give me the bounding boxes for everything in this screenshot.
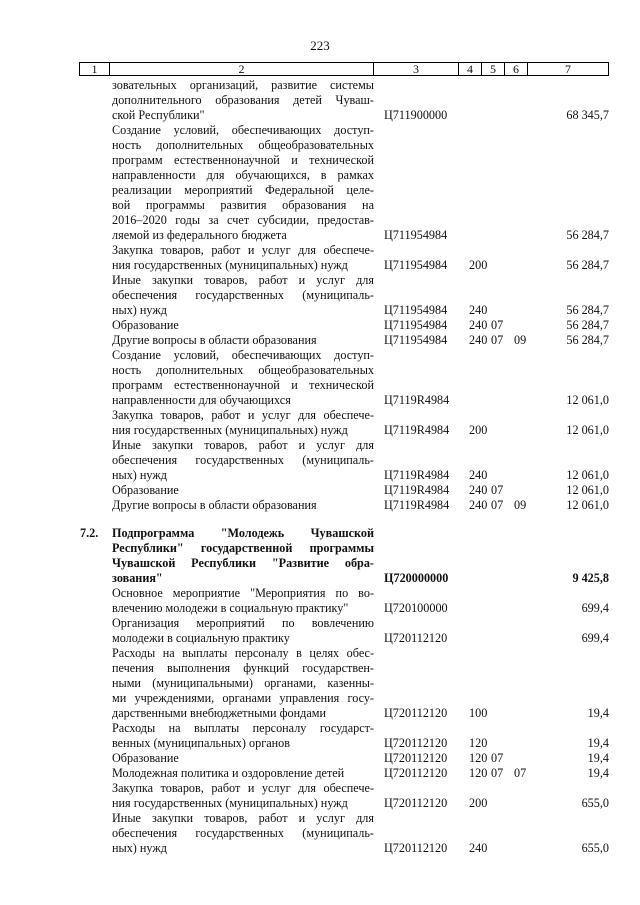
- table-row: [0, 333, 640, 348]
- row-description: [112, 243, 374, 273]
- description-line: молодежи в социальную практику: [112, 631, 290, 645]
- amount: 9 425,8: [572, 571, 609, 585]
- target-code: Ц7119R4984: [384, 423, 450, 437]
- table-row: [0, 483, 640, 498]
- description-line: Закупка товаров, работ и услуг для обеспече-: [112, 781, 374, 795]
- table-row: [0, 751, 640, 766]
- budget-table-body: [0, 78, 640, 856]
- target-code: Ц711954984: [384, 333, 448, 347]
- section-gap: [0, 513, 640, 526]
- description-line: ных) нужд: [112, 841, 167, 855]
- row-description: [112, 811, 374, 856]
- table-row: [0, 586, 640, 616]
- expense-type: 240: [469, 303, 488, 317]
- table-row: [0, 811, 640, 856]
- description-line: 2016–2020 годы за счет субсидии, предостав-: [112, 213, 374, 227]
- expense-type: 120: [469, 736, 488, 750]
- row-description: [112, 616, 374, 646]
- target-code: Ц711954984: [384, 258, 448, 272]
- row-description: [112, 526, 374, 586]
- subsection-code: 09: [514, 498, 527, 512]
- header-col-7: 7: [565, 62, 571, 76]
- description-line: печения выполнения функций государствен-: [112, 661, 374, 675]
- description-line: обеспечения государственных (муниципаль-: [112, 453, 374, 467]
- row-description: [112, 586, 374, 616]
- amount: 19,4: [587, 706, 609, 720]
- table-row: [0, 348, 640, 408]
- description-line: ных) нужд: [112, 468, 167, 482]
- description-line: дополнительного образования детей Чуваш-: [112, 93, 374, 107]
- table-row: [0, 273, 640, 318]
- description-line: ными (муниципальными) органами, казенны-: [112, 676, 374, 690]
- amount: 56 284,7: [566, 318, 609, 332]
- row-description: [112, 751, 374, 766]
- expense-type: 240: [469, 318, 488, 332]
- section-code: 07: [491, 483, 504, 497]
- description-line: Образование: [112, 483, 179, 497]
- description-line: ской Республики": [112, 108, 205, 122]
- description-line: Подпрограмма "Молодежь Чувашской: [112, 526, 374, 540]
- table-row: [0, 781, 640, 811]
- row-description: [112, 721, 374, 751]
- description-line: ния государственных (муниципальных) нужд: [112, 796, 348, 810]
- target-code: Ц711954984: [384, 318, 448, 332]
- description-line: Основное мероприятие "Мероприятия по во-: [112, 586, 374, 600]
- target-code: Ц7119R4984: [384, 468, 450, 482]
- description-line: обеспечения государственных (муниципаль-: [112, 288, 374, 302]
- table-row: [0, 526, 640, 586]
- row-description: [112, 333, 374, 348]
- description-line: ляемой из федерального бюджета: [112, 228, 287, 242]
- description-line: реализации мероприятий Федеральной целе-: [112, 183, 374, 197]
- row-description: [112, 766, 374, 781]
- target-code: Ц720112120: [384, 796, 448, 810]
- description-line: Создание условий, обеспечивающих доступ-: [112, 348, 374, 362]
- table-row: [0, 408, 640, 438]
- header-col-1: 1: [80, 63, 110, 75]
- target-code: Ц720112120: [384, 766, 448, 780]
- target-code: Ц720112120: [384, 751, 448, 765]
- table-row: [0, 498, 640, 513]
- description-line: Другие вопросы в области образования: [112, 333, 317, 347]
- target-code: Ц720000000: [384, 571, 449, 585]
- amount: 19,4: [587, 736, 609, 750]
- description-line: Организация мероприятий по вовлечению: [112, 616, 374, 630]
- target-code: Ц7119R4984: [384, 483, 450, 497]
- table-row: [0, 438, 640, 483]
- description-line: Расходы на выплаты персоналу в целях обес-: [112, 646, 374, 660]
- amount: 56 284,7: [566, 303, 609, 317]
- amount: 56 284,7: [566, 258, 609, 272]
- expense-type: 100: [469, 706, 488, 720]
- expense-type: 200: [469, 423, 488, 437]
- subsection-code: 07: [514, 766, 527, 780]
- header-col-5: 5: [482, 63, 505, 75]
- table-row: [0, 318, 640, 333]
- table-row: [0, 646, 640, 721]
- target-code: Ц720112120: [384, 631, 448, 645]
- row-description: [112, 498, 374, 513]
- amount: 655,0: [581, 796, 609, 810]
- amount: 68 345,7: [566, 108, 609, 122]
- expense-type: 120: [469, 766, 488, 780]
- target-code: Ц720112120: [384, 736, 448, 750]
- table-row: [0, 78, 640, 123]
- section-code: 07: [491, 751, 504, 765]
- header-col-4: 4: [459, 63, 482, 75]
- amount: 12 061,0: [566, 468, 609, 482]
- description-line: вой программы развития образования на: [112, 198, 374, 212]
- description-line: зования": [112, 571, 163, 585]
- row-number: 7.2.: [80, 526, 99, 540]
- row-description: [112, 348, 374, 408]
- amount: 12 061,0: [566, 483, 609, 497]
- amount: 655,0: [581, 841, 609, 855]
- row-description: [112, 438, 374, 483]
- section-code: 07: [491, 318, 504, 332]
- target-code: Ц711954984: [384, 228, 448, 242]
- expense-type: 240: [469, 498, 488, 512]
- description-line: ных) нужд: [112, 303, 167, 317]
- table-row: [0, 616, 640, 646]
- amount: 699,4: [581, 601, 609, 615]
- description-line: Образование: [112, 318, 179, 332]
- target-code: Ц720112120: [384, 706, 448, 720]
- description-line: направленности для обучающихся: [112, 393, 291, 407]
- row-description: [112, 781, 374, 811]
- amount: 19,4: [587, 766, 609, 780]
- section-code: 07: [491, 333, 504, 347]
- description-line: венных (муниципальных) органов: [112, 736, 290, 750]
- table-header-row: [79, 62, 609, 76]
- amount: 12 061,0: [566, 498, 609, 512]
- section-code: 07: [491, 498, 504, 512]
- amount: 12 061,0: [566, 423, 609, 437]
- table-row: [0, 123, 640, 243]
- description-line: Молодежная политика и оздоровление детей: [112, 766, 345, 780]
- description-line: Другие вопросы в области образования: [112, 498, 317, 512]
- description-line: Иные закупки товаров, работ и услуг для: [112, 438, 374, 452]
- description-line: Образование: [112, 751, 179, 765]
- amount: 12 061,0: [566, 393, 609, 407]
- target-code: Ц711954984: [384, 303, 448, 317]
- page-number: 223: [310, 38, 330, 53]
- section-code: 07: [491, 766, 504, 780]
- row-description: [112, 408, 374, 438]
- description-line: обеспечения государственных (муниципаль-: [112, 826, 374, 840]
- description-line: ния государственных (муниципальных) нужд: [112, 258, 348, 272]
- expense-type: 240: [469, 333, 488, 347]
- header-col-2: 2: [110, 63, 374, 75]
- description-line: программ естественнонаучной и технической: [112, 378, 374, 392]
- target-code: Ц7119R4984: [384, 393, 450, 407]
- expense-type: 240: [469, 468, 488, 482]
- description-line: дарственными внебюджетными фондами: [112, 706, 326, 720]
- amount: 19,4: [587, 751, 609, 765]
- description-line: зовательных организаций, развитие системы: [112, 78, 374, 92]
- row-description: [112, 646, 374, 721]
- row-description: [112, 78, 374, 123]
- row-description: [112, 318, 374, 333]
- target-code: Ц720100000: [384, 601, 448, 615]
- row-description: [112, 483, 374, 498]
- expense-type: 240: [469, 483, 488, 497]
- description-line: Иные закупки товаров, работ и услуг для: [112, 811, 374, 825]
- description-line: Создание условий, обеспечивающих доступ-: [112, 123, 374, 137]
- description-line: Иные закупки товаров, работ и услуг для: [112, 273, 374, 287]
- table-row: [0, 243, 640, 273]
- table-row: [0, 766, 640, 781]
- description-line: программ естественнонаучной и технической: [112, 153, 374, 167]
- header-col-3: 3: [374, 63, 459, 75]
- row-description: [112, 123, 374, 243]
- subsection-code: 09: [514, 333, 527, 347]
- expense-type: 200: [469, 258, 488, 272]
- target-code: Ц7119R4984: [384, 498, 450, 512]
- description-line: ность дополнительных общеобразовательных: [112, 363, 374, 377]
- description-line: Расходы на выплаты персоналу государст-: [112, 721, 374, 735]
- description-line: Чувашской Республики "Развитие обра-: [112, 556, 374, 570]
- row-description: [112, 273, 374, 318]
- expense-type: 240: [469, 841, 488, 855]
- expense-type: 200: [469, 796, 488, 810]
- description-line: Закупка товаров, работ и услуг для обеспече-: [112, 243, 374, 257]
- description-line: влечению молодежи в социальную практику": [112, 601, 349, 615]
- description-line: направленности для обучающихся, в рамках: [112, 168, 374, 182]
- amount: 56 284,7: [566, 333, 609, 347]
- target-code: Ц711900000: [384, 108, 448, 122]
- description-line: ния государственных (муниципальных) нужд: [112, 423, 348, 437]
- target-code: Ц720112120: [384, 841, 448, 855]
- description-line: ми учреждениями, органами управления госу-: [112, 691, 374, 705]
- table-row: [0, 721, 640, 751]
- description-line: Закупка товаров, работ и услуг для обеспече-: [112, 408, 374, 422]
- amount: 56 284,7: [566, 228, 609, 242]
- description-line: ность дополнительных общеобразовательных: [112, 138, 374, 152]
- amount: 699,4: [581, 631, 609, 645]
- description-line: Республики" государственной программы: [112, 541, 374, 555]
- header-col-6: 6: [505, 63, 528, 75]
- expense-type: 120: [469, 751, 488, 765]
